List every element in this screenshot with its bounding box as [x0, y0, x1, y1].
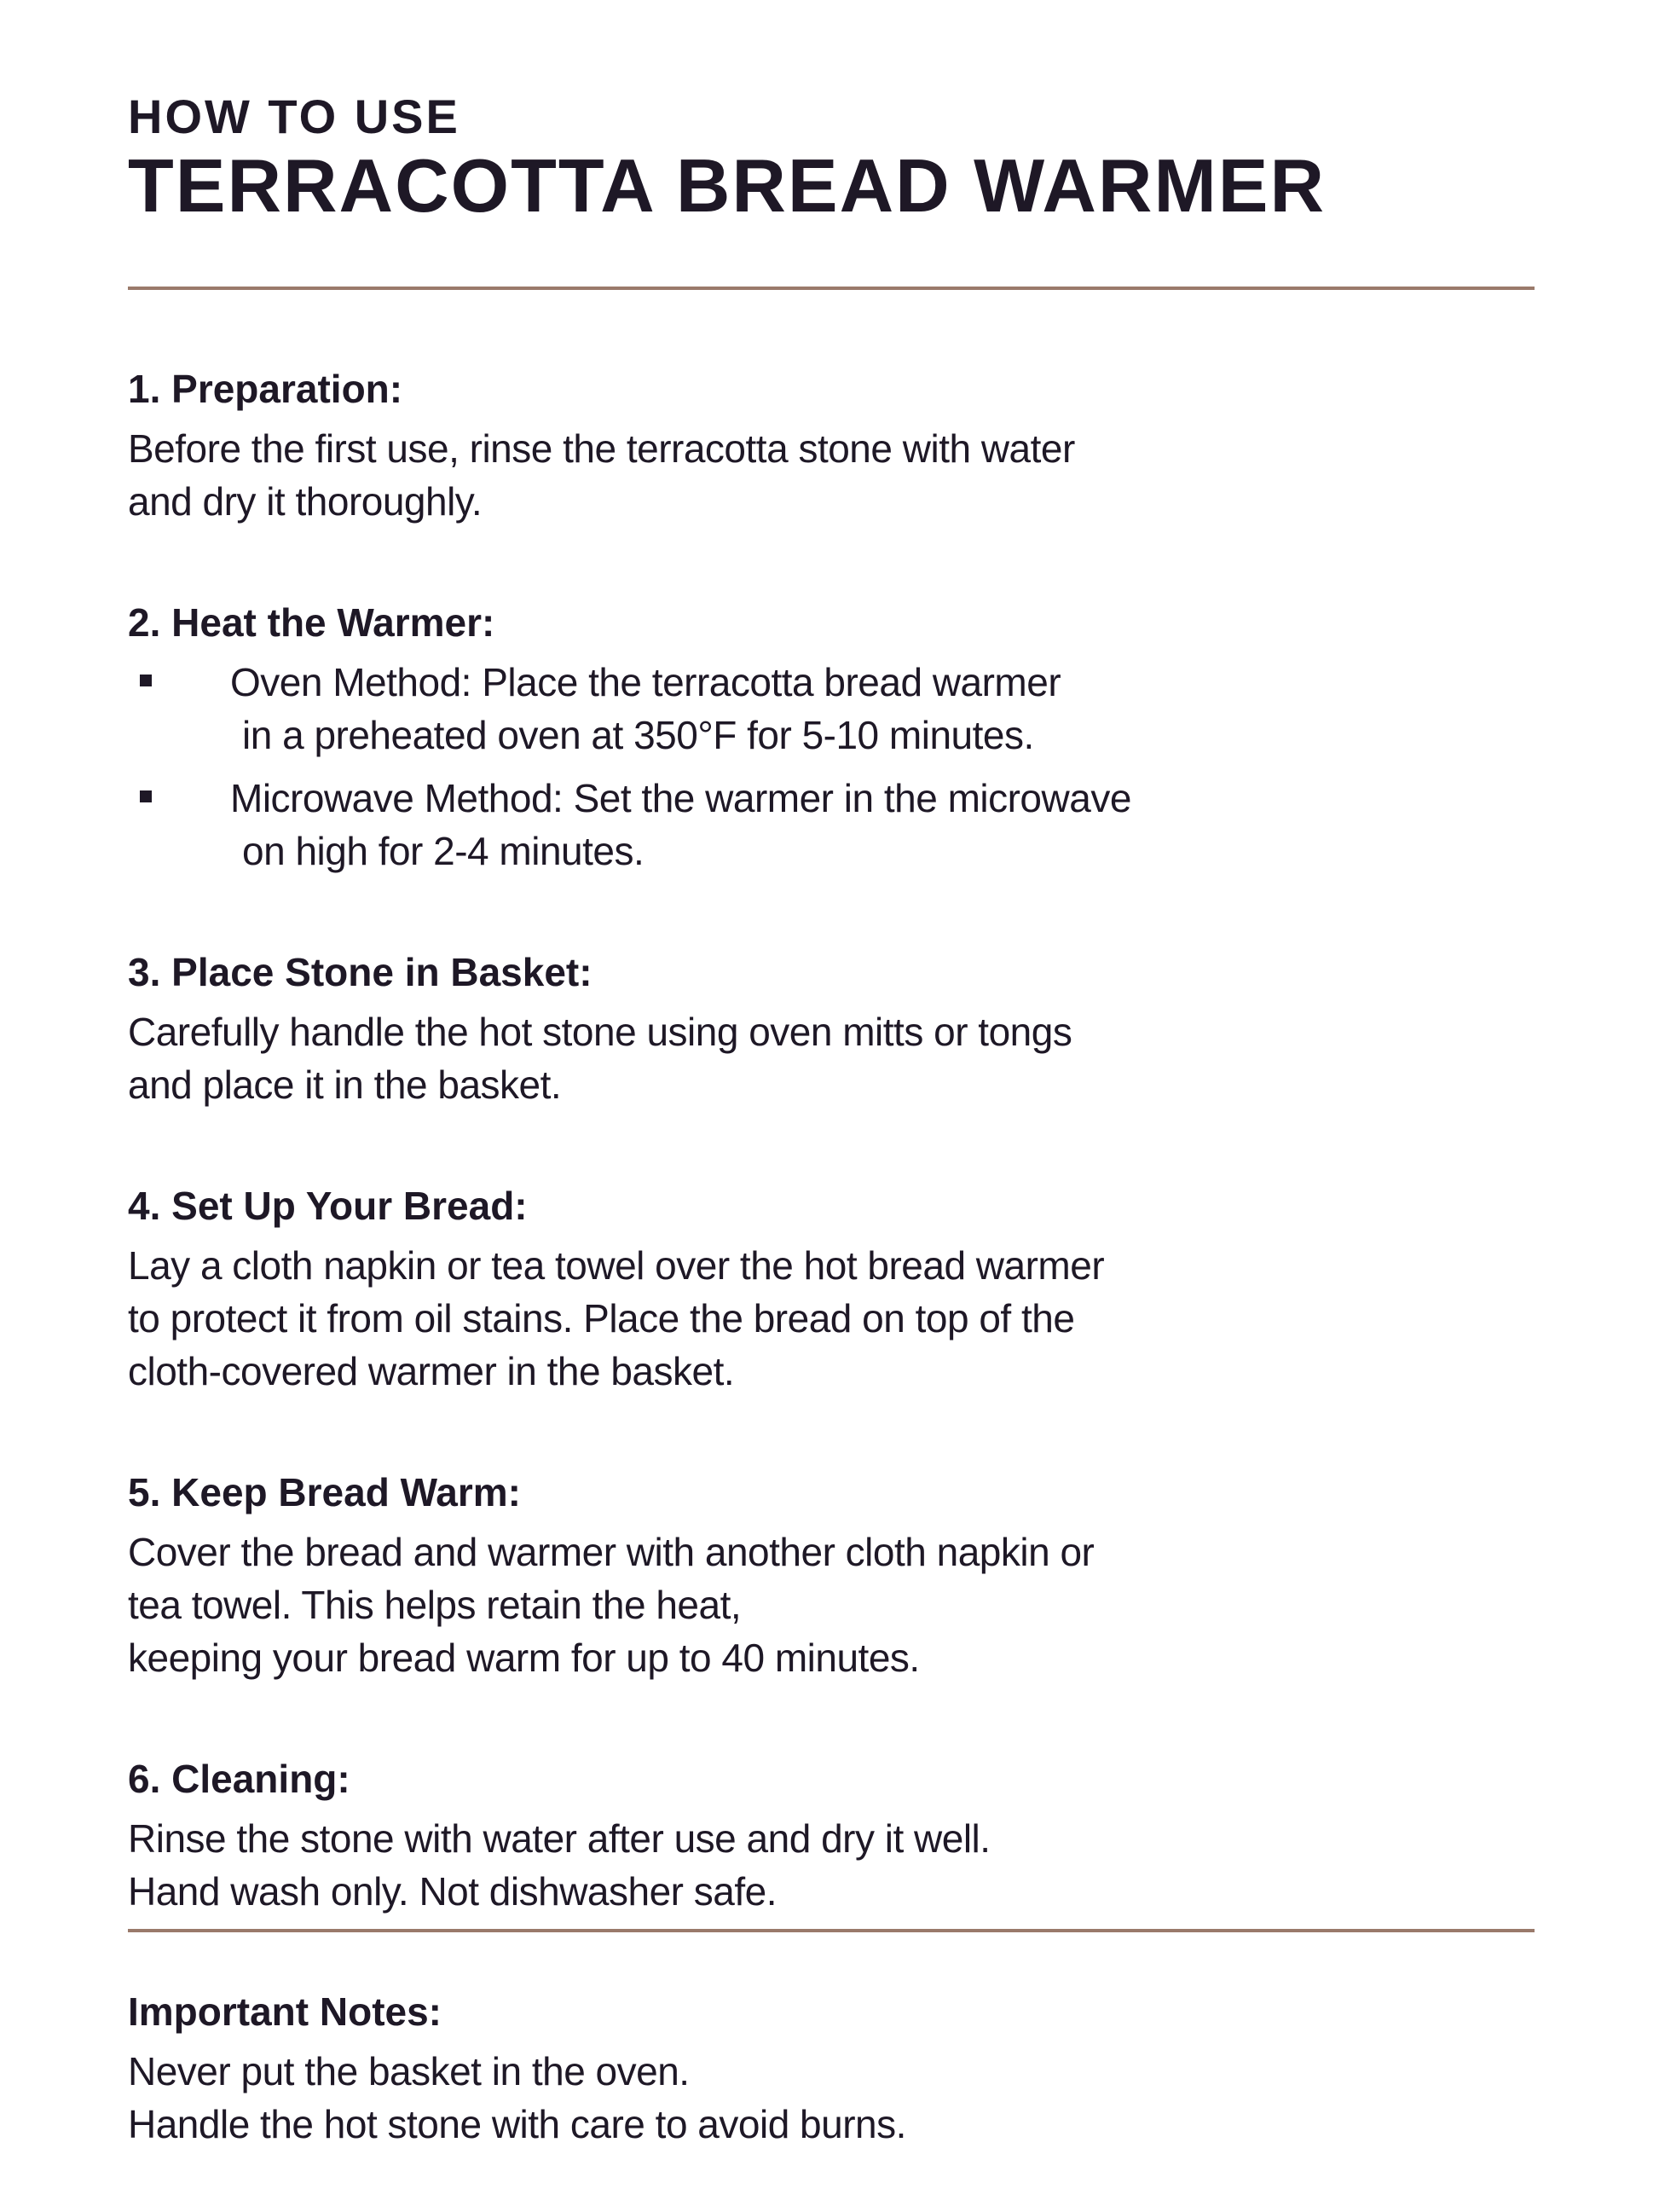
section-cleaning: [128, 1752, 1535, 1918]
paragraph-line: Rinse the stone with water after use and dry it well.: [128, 1816, 991, 1861]
section-place-stone-in-basket: [128, 946, 1535, 1111]
paragraph-line: Carefully handle the hot stone using oven mitts or tongs: [128, 1010, 1072, 1054]
bullet-text-line: in a preheated oven at 350°F for 5-10 minutes.: [242, 713, 1034, 757]
eyebrow-text: HOW TO USE: [128, 90, 460, 143]
section-important-notes: [128, 1985, 1535, 2151]
paragraph-line: and dry it thoroughly.: [128, 479, 483, 524]
paragraph-line: and place it in the basket.: [128, 1063, 562, 1107]
section-heading: 5. Keep Bread Warm:: [128, 1470, 521, 1514]
bullet-list: [128, 656, 1535, 877]
square-bullet-icon: [140, 790, 152, 802]
square-bullet-icon: [140, 675, 152, 686]
note-line: Handle the hot stone with care to avoid burns.: [128, 2102, 906, 2146]
notes-heading: Important Notes:: [128, 1989, 442, 2034]
bullet-item-microwave-method: [128, 772, 1535, 877]
paragraph-line: tea towel. This helps retain the heat,: [128, 1583, 742, 1627]
top-divider: [128, 287, 1535, 290]
section-heat-the-warmer: [128, 596, 1535, 877]
section-heading: 3. Place Stone in Basket:: [128, 950, 592, 994]
section-heading: 6. Cleaning:: [128, 1757, 350, 1801]
section-heading: 4. Set Up Your Bread:: [128, 1184, 528, 1228]
bottom-divider: [128, 1929, 1535, 1932]
bullet-text-line: on high for 2-4 minutes.: [242, 829, 645, 873]
section-heading: 2. Heat the Warmer:: [128, 600, 495, 645]
paragraph-line: Cover the bread and warmer with another cloth napkin or: [128, 1530, 1095, 1574]
paragraph-line: Before the first use, rinse the terracotta stone with water: [128, 426, 1075, 471]
section-preparation: [128, 362, 1535, 528]
page-title: TERRACOTTA BREAD WARMER: [128, 143, 1327, 228]
section-keep-bread-warm: [128, 1466, 1535, 1684]
document-header: [128, 89, 1535, 227]
paragraph-line: Hand wash only. Not dishwasher safe.: [128, 1869, 777, 1914]
bullet-item-oven-method: [128, 656, 1535, 761]
section-set-up-your-bread: [128, 1179, 1535, 1398]
paragraph-line: keeping your bread warm for up to 40 minutes.: [128, 1636, 920, 1680]
paragraph-line: to protect it from oil stains. Place the bread on top of the: [128, 1296, 1075, 1341]
paragraph-line: Lay a cloth napkin or tea towel over the hot bread warmer: [128, 1243, 1105, 1288]
bullet-text-line: Microwave Method: Set the warmer in the microwave: [230, 776, 1131, 820]
paragraph-line: cloth-covered warmer in the basket.: [128, 1349, 735, 1393]
note-line: Never put the basket in the oven.: [128, 2049, 690, 2093]
bullet-text-line: Oven Method: Place the terracotta bread warmer: [230, 660, 1061, 704]
section-heading: 1. Preparation:: [128, 367, 403, 411]
